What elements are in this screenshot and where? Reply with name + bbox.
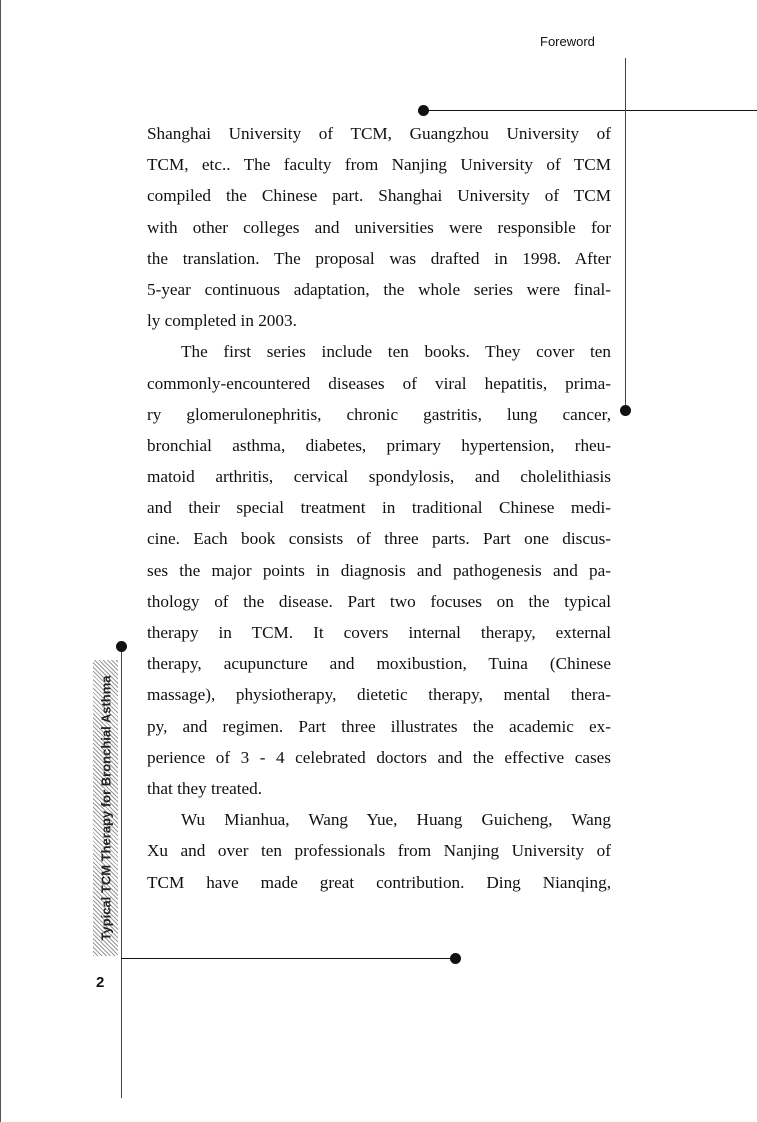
text-line: matoid arthritis, cervical spondylosis, and cholelithiasis xyxy=(147,467,611,487)
text-line: therapy, acupuncture and moxibustion, Tuina (Chinese xyxy=(147,654,611,674)
text-line: cine. Each book consists of three parts. Part one discus- xyxy=(147,529,611,549)
text-line: bronchial asthma, diabetes, primary hypertension, rheu- xyxy=(147,435,611,455)
side-title-band xyxy=(93,660,118,956)
text-line: and their special treatment in traditional Chinese medi- xyxy=(147,498,611,518)
text-line: py, and regimen. Part three illustrates the academic ex- xyxy=(147,716,611,736)
text-line: commonly-encountered diseases of viral hepatitis, prima- xyxy=(147,373,611,393)
text-line: Xu and over ten professionals from Nanjing University of xyxy=(147,841,611,861)
header-rule xyxy=(423,110,757,111)
right-rule-dot xyxy=(620,405,631,416)
left-margin-rule xyxy=(121,648,122,1098)
body-text xyxy=(147,118,611,898)
text-line: that they treated. xyxy=(147,778,263,798)
header-rule-dot xyxy=(418,105,429,116)
text-line: ses the major points in diagnosis and pathogenesis and pa- xyxy=(147,560,611,580)
footer-rule-dot xyxy=(450,953,461,964)
text-line: The first series include ten books. They cover ten xyxy=(181,342,611,362)
text-line: perience of 3 - 4 celebrated doctors and the effective cases xyxy=(147,747,611,767)
running-header: Foreword xyxy=(540,34,595,49)
footer-rule xyxy=(121,958,455,959)
text-line: massage), physiotherapy, dietetic therapy, mental thera- xyxy=(147,685,611,705)
text-line: compiled the Chinese part. Shanghai University of TCM xyxy=(147,186,611,206)
text-line: Wu Mianhua, Wang Yue, Huang Guicheng, Wang xyxy=(181,810,611,830)
text-line: TCM have made great contribution. Ding Nianqing, xyxy=(147,872,611,892)
page-edge xyxy=(0,0,1,1122)
text-line: therapy in TCM. It covers internal therapy, external xyxy=(147,623,611,642)
text-line: 5-year continuous adaptation, the whole series were final- xyxy=(147,279,611,299)
text-line: the translation. The proposal was drafted in 1998. After xyxy=(147,248,611,268)
page-number: 2 xyxy=(96,974,105,991)
text-line: TCM, etc.. The faculty from Nanjing University of TCM xyxy=(147,155,611,175)
text-line: thology of the disease. Part two focuses on the typical xyxy=(147,591,611,611)
text-line: ly completed in 2003. xyxy=(147,311,297,331)
side-title: Typical TCM Therapy for Bronchial Asthma xyxy=(98,675,113,941)
right-margin-rule xyxy=(625,58,626,410)
text-line: with other colleges and universities were responsible for xyxy=(147,217,611,237)
text-line: Shanghai University of TCM, Guangzhou University of xyxy=(147,124,611,143)
text-line: ry glomerulonephritis, chronic gastritis, lung cancer, xyxy=(147,404,611,424)
left-rule-dot xyxy=(116,641,127,652)
